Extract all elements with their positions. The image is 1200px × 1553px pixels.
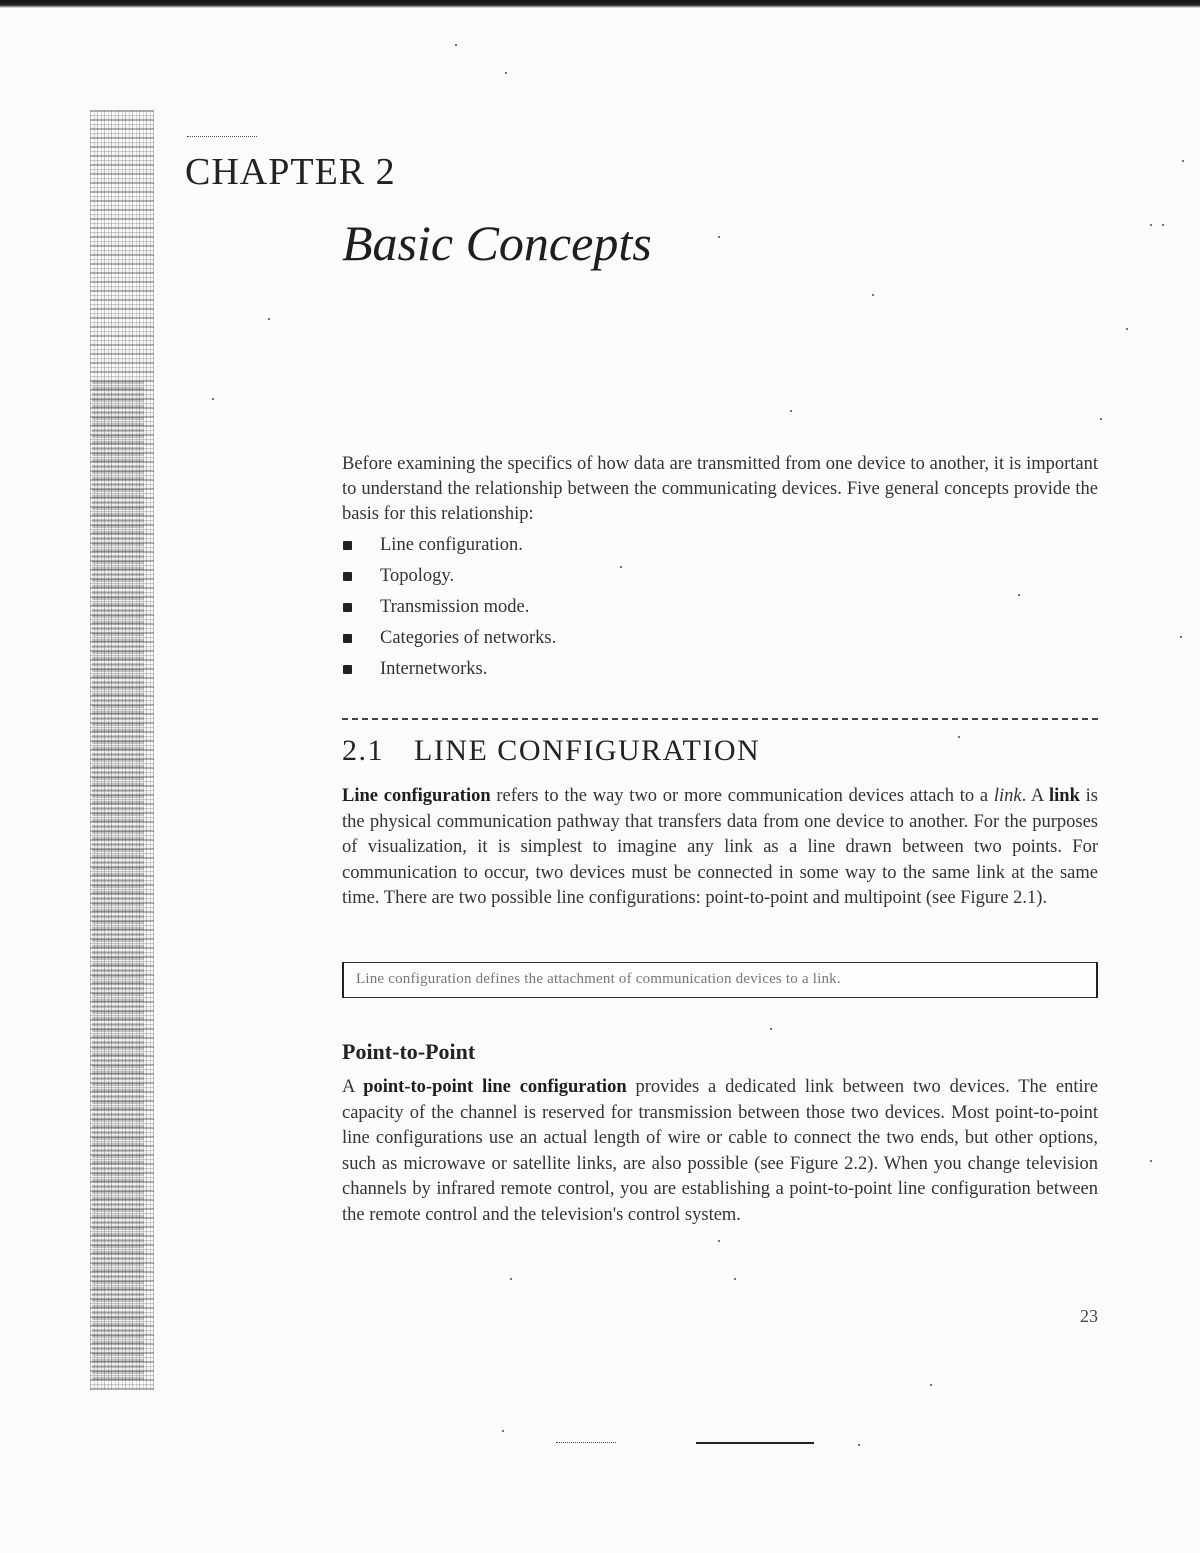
paragraph-text: provides a dedicated link between two devices. The entire capacity of the channel is reserved for transmission between those two devices. Most point-to-point line configurations use an actual length of wire or cable to connect the two ends, but other options, such as microwave or satellite links, are also possible (see Figure 2.2). When you change television channels by infrared remote control, you are establishing a point-to-point line configuration between the remote control and the television's control system. [342, 1077, 1098, 1225]
scan-speck [1018, 594, 1020, 596]
square-bullet-icon [343, 603, 352, 612]
scan-speck [268, 318, 270, 320]
scan-speck [1100, 418, 1102, 420]
term-line-configuration: Line configuration [342, 786, 491, 806]
scan-speck [718, 236, 720, 238]
scan-speck [858, 1444, 860, 1446]
scan-speck [620, 566, 622, 568]
term-point-to-point: point-to-point line configuration [363, 1077, 627, 1097]
square-bullet-icon [343, 541, 352, 550]
concept-list [342, 532, 1082, 687]
intro-paragraph: Before examining the specifics of how data are transmitted from one device to another, it is important to understand the relationship between the communicating devices. Five general concepts provide the basis for this relationship: [342, 454, 1098, 524]
scan-speck [1180, 636, 1182, 638]
list-item-text: Categories of networks. [380, 628, 557, 648]
chapter-title: Basic Concepts [342, 215, 652, 271]
list-item [342, 656, 1082, 687]
scan-speck [505, 72, 507, 74]
list-item-text: Line configuration. [380, 535, 523, 555]
paragraph-text: A [342, 1077, 364, 1097]
paragraph-text: . A [1021, 786, 1050, 806]
scan-speck [1126, 328, 1128, 330]
list-item-text: Topology. [380, 566, 455, 586]
square-bullet-icon [343, 634, 352, 643]
section-number: 2.1 [342, 734, 384, 767]
square-bullet-icon [343, 572, 352, 581]
square-bullet-icon [343, 665, 352, 674]
scan-speck [872, 294, 874, 296]
paragraph-text: refers to the way two or more communication devices attach to a [490, 786, 994, 806]
paragraph-text: is the physical communication pathway that transfers data from one device to another. For the purposes of visualization, it is simplest to imagine any link as a line drawn between two points. For communication to occur, two devices must be connected in some way to the same link at the same time. There are two possible line configurations: point-to-point and multipoint (see Figure 2.1). [342, 786, 1098, 908]
chapter-label: CHAPTER 2 [185, 151, 396, 193]
term-link-italic: link [993, 786, 1022, 806]
scan-speck [1162, 224, 1164, 226]
point-to-point-paragraph [342, 1075, 1098, 1228]
list-item [342, 625, 1082, 656]
definition-callout-box [342, 962, 1098, 998]
book-spine-shadow-dark [92, 380, 144, 1380]
scan-speck [1150, 224, 1152, 226]
scan-speck [958, 736, 960, 738]
section-title: LINE CONFIGURATION [414, 734, 761, 767]
section-heading [342, 734, 760, 768]
subsection-heading: Point-to-Point [342, 1039, 476, 1064]
term-link: link [1049, 786, 1080, 806]
scan-speck [212, 398, 214, 400]
list-item [342, 532, 1082, 563]
scan-speck [734, 1278, 736, 1280]
footer-rule [696, 1442, 814, 1444]
scan-speck [1182, 160, 1184, 162]
scan-speck [770, 1028, 772, 1030]
scan-speck [510, 1278, 512, 1280]
scan-speck [455, 44, 457, 46]
section-divider [342, 718, 1098, 720]
scan-speck [930, 1384, 932, 1386]
footer-scan-mark [556, 1442, 616, 1443]
list-item [342, 563, 1082, 594]
chapter-rule [187, 136, 257, 137]
list-item [342, 594, 1082, 625]
scan-speck [502, 1430, 504, 1432]
scan-top-edge [0, 0, 1200, 8]
list-item-text: Transmission mode. [380, 597, 530, 617]
scan-speck [718, 1240, 720, 1242]
list-item-text: Internetworks. [380, 659, 488, 679]
scan-speck [790, 410, 792, 412]
page-number: 23 [1080, 1306, 1098, 1326]
line-configuration-paragraph [342, 784, 1098, 912]
callout-text: Line configuration defines the attachment of communication devices to a link. [356, 971, 841, 987]
scan-speck [1150, 1160, 1152, 1162]
